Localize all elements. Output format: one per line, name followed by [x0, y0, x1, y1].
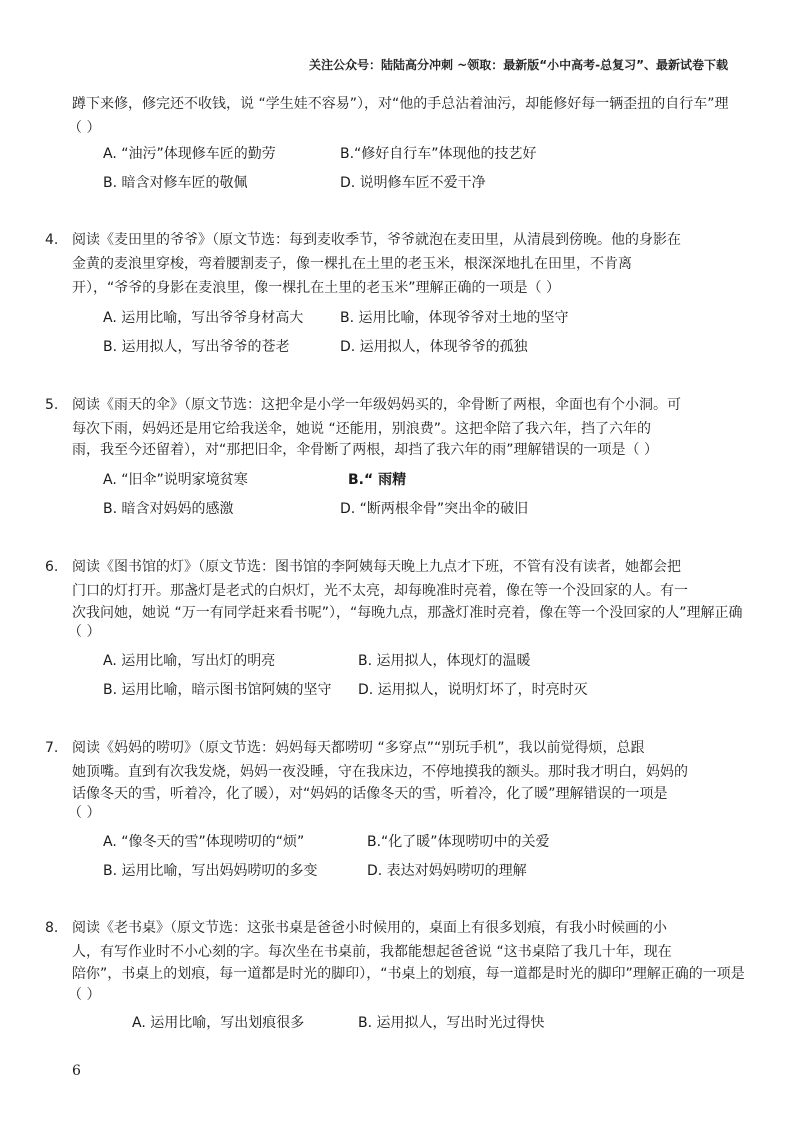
q4-option-a[interactable]: A. 运用比喻，写出爷爷身材高大	[103, 310, 304, 326]
q3-option-a[interactable]: A. “油污”体现修车匠的勤劳	[103, 146, 276, 162]
q6-stem-line: 阅读《图书馆的灯》（原文节选：图书馆的李阿姨每天晚上九点才下班，不管有没有读者，她都会把	[72, 559, 681, 575]
q4-stem-line: 开），“爷爷的身影在麦浪里，像一棵扎在土里的老玉米”理解正确的一项是（ ）	[72, 280, 560, 296]
q6-option-d[interactable]: D. 运用拟人，说明灯坏了，时亮时灭	[358, 682, 588, 698]
q3-option-b[interactable]: B.“修好自行车”体现他的技艺好	[340, 146, 537, 162]
page-number: 6	[72, 1063, 81, 1079]
q7-option-d[interactable]: D. 表达对妈妈唠叨的理解	[367, 863, 527, 879]
q6-option-c[interactable]: B. 运用比喻，暗示图书馆阿姨的坚守	[103, 682, 332, 698]
q5-option-d[interactable]: D. “断两根伞骨”突出伞的破旧	[340, 501, 529, 517]
q4-option-c[interactable]: B. 运用拟人，写出爷爷的苍老	[103, 339, 290, 355]
q5-option-a[interactable]: A. “旧伞”说明家境贫寒	[103, 472, 248, 488]
q7-number: 7.	[45, 740, 59, 756]
q4-option-b[interactable]: B. 运用比喻，体现爷爷对土地的坚守	[340, 310, 569, 326]
q4-number: 4.	[45, 232, 59, 248]
q7-stem-line: 话像冬天的雪，听着冷，化了暖），对“妈妈的话像冬天的雪，听着冷，化了暖”理解错误的一项是	[72, 786, 668, 802]
q5-stem-line: 每次下雨，妈妈还是用它给我送伞，她说 “还能用，别浪费”。这把伞陪了我六年，挡了六年的	[72, 421, 651, 437]
q3-option-d[interactable]: D. 说明修车匠不爱干净	[340, 175, 486, 191]
q4-stem-line: 阅读《麦田里的爷爷》（原文节选：每到麦收季节，爷爷就泡在麦田里，从清晨到傍晚。他的身影在	[72, 232, 681, 248]
q8-answer-blank: （ ）	[68, 987, 101, 1003]
q5-stem-line: 雨，我至今还留着），对“那把旧伞，伞骨断了两根，却挡了我六年的雨”理解错误的一项是（ ）	[72, 442, 658, 458]
q6-option-a[interactable]: A. 运用比喻，写出灯的明亮	[103, 653, 276, 669]
q5-option-c[interactable]: B. 暗含对妈妈的感激	[103, 501, 234, 517]
q8-stem-line: 陪你”，书桌上的划痕，每一道都是时光的脚印），“书桌上的划痕，每一道都是时光的脚印”理解正确的一项是	[72, 966, 745, 982]
q6-option-b[interactable]: B. 运用拟人，体现灯的温暖	[358, 653, 531, 669]
q4-stem-line: 金黄的麦浪里穿梭，弯着腰割麦子，像一棵扎在土里的老玉米，根深深地扎在田里，不肯离	[72, 256, 632, 272]
q6-stem-line: 门口的灯打开。那盏灯是老式的白炽灯，光不太亮，却每晚准时亮着，像在等一个没回家的人。有一	[72, 583, 688, 599]
q8-stem-line: 人，有写作业时不小心刻的字。每次坐在书桌前，我都能想起爸爸说 “这书桌陪了我几十年，现在	[72, 944, 672, 960]
q3-answer-blank: （ ）	[68, 120, 101, 136]
q6-answer-blank: （ ）	[68, 624, 101, 640]
q7-option-b[interactable]: B.“化了暖”体现唠叨中的关爱	[367, 834, 550, 850]
q8-stem-line: 阅读《老书桌》（原文节选：这张书桌是爸爸小时候用的，桌面上有很多划痕，有我小时候画的小	[72, 920, 667, 936]
q6-number: 6.	[45, 559, 59, 575]
q7-option-c[interactable]: B. 运用比喻，写出妈妈唠叨的多变	[103, 863, 318, 879]
page-header: 关注公众号：陆陆高分冲刺 ~领取：最新版“小中高考-总复习”、最新试卷下载	[309, 58, 728, 72]
q7-option-a[interactable]: A. “像冬天的雪”体现唠叨的“烦”	[103, 834, 305, 850]
q3-option-c[interactable]: B. 暗含对修车匠的敬佩	[103, 175, 248, 191]
q8-option-a[interactable]: A. 运用比喻，写出划痕很多	[132, 1015, 305, 1031]
q7-answer-blank: （ ）	[68, 805, 101, 821]
q5-option-b[interactable]: B.“ 雨精	[348, 472, 407, 488]
q3-stem-line: 蹲下来修，修完还不收钱，说 “学生娃不容易”），对“他的手总沾着油污，却能修好每一辆歪扭的自行车”理	[72, 96, 729, 112]
q5-number: 5.	[45, 397, 59, 413]
q6-stem-line: 次我问她，她说 “万一有同学赶来看书呢”），“每晚九点，那盏灯准时亮着，像在等一个没回家的人”理解正确	[72, 605, 743, 621]
q8-number: 8.	[45, 920, 59, 936]
q7-stem-line: 阅读《妈妈的唠叨》（原文节选：妈妈每天都唠叨 “多穿点”“别玩手机”，我以前觉得烦，总跟	[72, 740, 645, 756]
q8-option-b[interactable]: B. 运用拟人，写出时光过得快	[358, 1015, 545, 1031]
q5-stem-line: 阅读《雨天的伞》（原文节选：这把伞是小学一年级妈妈买的，伞骨断了两根，伞面也有个小洞。可	[72, 397, 681, 413]
q4-option-d[interactable]: D. 运用拟人，体现爷爷的孤独	[340, 339, 528, 355]
q7-stem-line: 她顶嘴。直到有次我发烧，妈妈一夜没睡，守在我床边，不停地摸我的额头。那时我才明白，妈妈的	[72, 764, 688, 780]
